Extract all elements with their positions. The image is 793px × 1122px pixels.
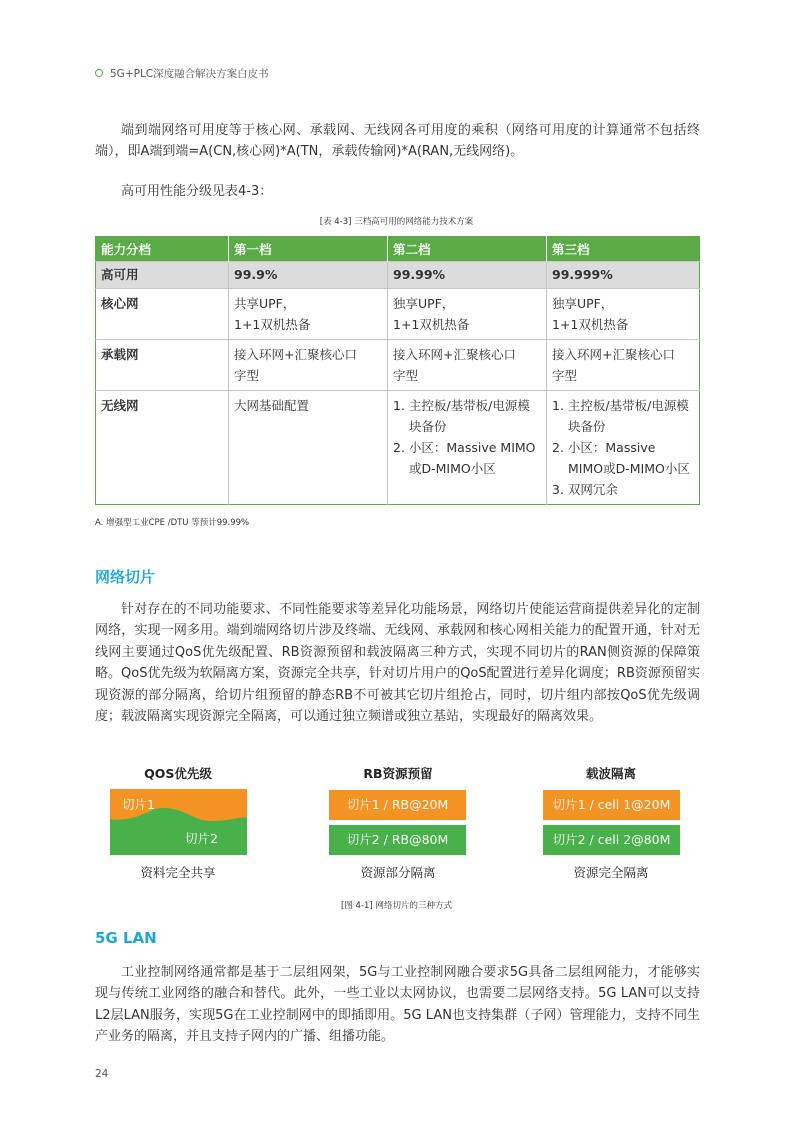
table-row-availability xyxy=(96,262,700,289)
header-cell: 能力分档 xyxy=(96,237,229,262)
table-cell xyxy=(547,289,700,340)
header-title: 5G+PLC深度融合解决方案白皮书 xyxy=(110,68,269,80)
row-label: 无线网 xyxy=(96,391,229,505)
slice1-bar: 切片1 / cell 1@20M xyxy=(543,790,680,820)
table-cell xyxy=(388,289,547,340)
table-caption: [表 4-3] 三档高可用的网络能力技术方案 xyxy=(319,217,474,227)
table-cell: 大网基础配置 xyxy=(229,391,388,505)
figure-panel-title: RB资源预留 xyxy=(363,766,433,781)
capability-table xyxy=(95,236,700,505)
header-cell: 第三档 xyxy=(547,237,700,262)
list-item: 2. 小区：Massive MIMO或D-MIMO小区 xyxy=(393,440,536,476)
table-cell xyxy=(229,340,388,391)
intro-table-reference: 高可用性能分级见表4-3： xyxy=(121,184,273,199)
cell-line: 字型 xyxy=(393,368,419,383)
row-label: 核心网 xyxy=(96,289,229,340)
cell-line: 字型 xyxy=(552,368,578,383)
cell-line: 1+1双机热备 xyxy=(552,317,629,332)
table-cell: 99.9% xyxy=(229,262,388,289)
table-row-wireless xyxy=(96,391,700,505)
figure-panel-caption: 资源部分隔离 xyxy=(360,865,436,880)
figure-panel-caption: 资料完全共享 xyxy=(140,865,216,880)
slice2-label: 切片2 xyxy=(185,831,218,846)
cell-line: 独享UPF， xyxy=(393,296,455,311)
cell-line: 1+1双机热备 xyxy=(393,317,470,332)
cell-line: 接入环网+汇聚核心口 xyxy=(552,347,675,362)
cell-line: 接入环网+汇聚核心口 xyxy=(234,347,357,362)
running-header xyxy=(95,66,269,81)
intro-paragraph: 端到端网络可用度等于核心网、承载网、无线网各可用度的乘积（网络可用度的计算通常不包括终端），即A端到端=A(CN,核心网)*A(TN，承载传输网)*A(RAN,无线网络)。 xyxy=(95,123,700,160)
numbered-list xyxy=(552,395,694,500)
slice1-label: 切片1 xyxy=(122,797,155,812)
row-label: 承载网 xyxy=(96,340,229,391)
figure-panel-title: QOS优先级 xyxy=(144,766,212,781)
table-header-row xyxy=(96,237,700,262)
slice1-bar: 切片1 / RB@20M xyxy=(329,790,466,820)
cell-line: 接入环网+汇聚核心口 xyxy=(393,347,516,362)
numbered-list xyxy=(393,395,541,479)
cell-line: 独享UPF， xyxy=(552,296,614,311)
table-cell xyxy=(547,391,700,505)
cell-line: 共享UPF， xyxy=(234,296,296,311)
list-item: 3. 双网冗余 xyxy=(552,482,618,497)
table-footnote: A. 增强型工业CPE /DTU 等预计99.99% xyxy=(95,518,250,528)
slice2-bar: 切片2 / RB@80M xyxy=(329,825,466,855)
table-row-bearer xyxy=(96,340,700,391)
header-cell: 第二档 xyxy=(388,237,547,262)
list-item: 2. 小区：Massive MIMO或D-MIMO小区 xyxy=(552,440,690,476)
cell-line: 字型 xyxy=(234,368,260,383)
row-label: 高可用 xyxy=(96,262,229,289)
bullet-circle-icon xyxy=(95,69,103,77)
table-cell xyxy=(388,340,547,391)
table-cell: 99.99% xyxy=(388,262,547,289)
figure-caption: [图 4-1] 网络切片的三种方式 xyxy=(341,901,452,911)
cell-line: 1+1双机热备 xyxy=(234,317,311,332)
figure-panel-caption: 资源完全隔离 xyxy=(573,865,649,880)
slicing-paragraph: 针对存在的不同功能要求、不同性能要求等差异化功能场景，网络切片使能运营商提供差异化的定制网络，实现一网多用。端到端网络切片涉及终端、无线网、承载网和核心网相关能力的配置开通，针对无线网主要通过QoS优先级配置、RB资源预留和载波隔离三种方式，实现不同切片的RAN侧资源的保障策略。QoS优先级为软隔离方案，资源完全共享，针对切片用户的QoS配置进行差异化调度；RB资源预留实现资源的部分隔离，给切片组预留的静态RB不可被其它切片组抢占，同时，切片组内部按QoS优先级调度；载波隔离实现资源完全隔离，可以通过独立频谱或独立基站，实现最好的隔离效果。 xyxy=(95,602,700,725)
page-number: 24 xyxy=(95,1068,109,1080)
section-title-slicing: 网络切片 xyxy=(95,568,156,586)
table-cell: 99.999% xyxy=(547,262,700,289)
table-cell xyxy=(547,340,700,391)
table-cell xyxy=(229,289,388,340)
list-item: 1. 主控板/基带板/电源模块备份 xyxy=(393,398,530,434)
lan-paragraph: 工业控制网络通常都是基于二层组网架，5G与工业控制网融合要求5G具备二层组网能力，才能够实现与传统工业网络的融合和替代。此外，一些工业以太网协议，也需要二层网络支持。5G LAN可以支持L2层LAN服务，实现5G在工业控制网中的即插即用。5G LAN也支持集群（子网）管理能力，支持不同生产业务的隔离，并且支持子网内的广播、组播功能。 xyxy=(95,965,700,1045)
header-cell: 第一档 xyxy=(229,237,388,262)
slice2-bar: 切片2 / cell 2@80M xyxy=(543,825,680,855)
section-title-5g-lan: 5G LAN xyxy=(95,929,157,947)
table-row-core xyxy=(96,289,700,340)
figure-panel-title: 载波隔离 xyxy=(585,766,636,781)
table-cell xyxy=(388,391,547,505)
list-item: 1. 主控板/基带板/电源模块备份 xyxy=(552,398,689,434)
